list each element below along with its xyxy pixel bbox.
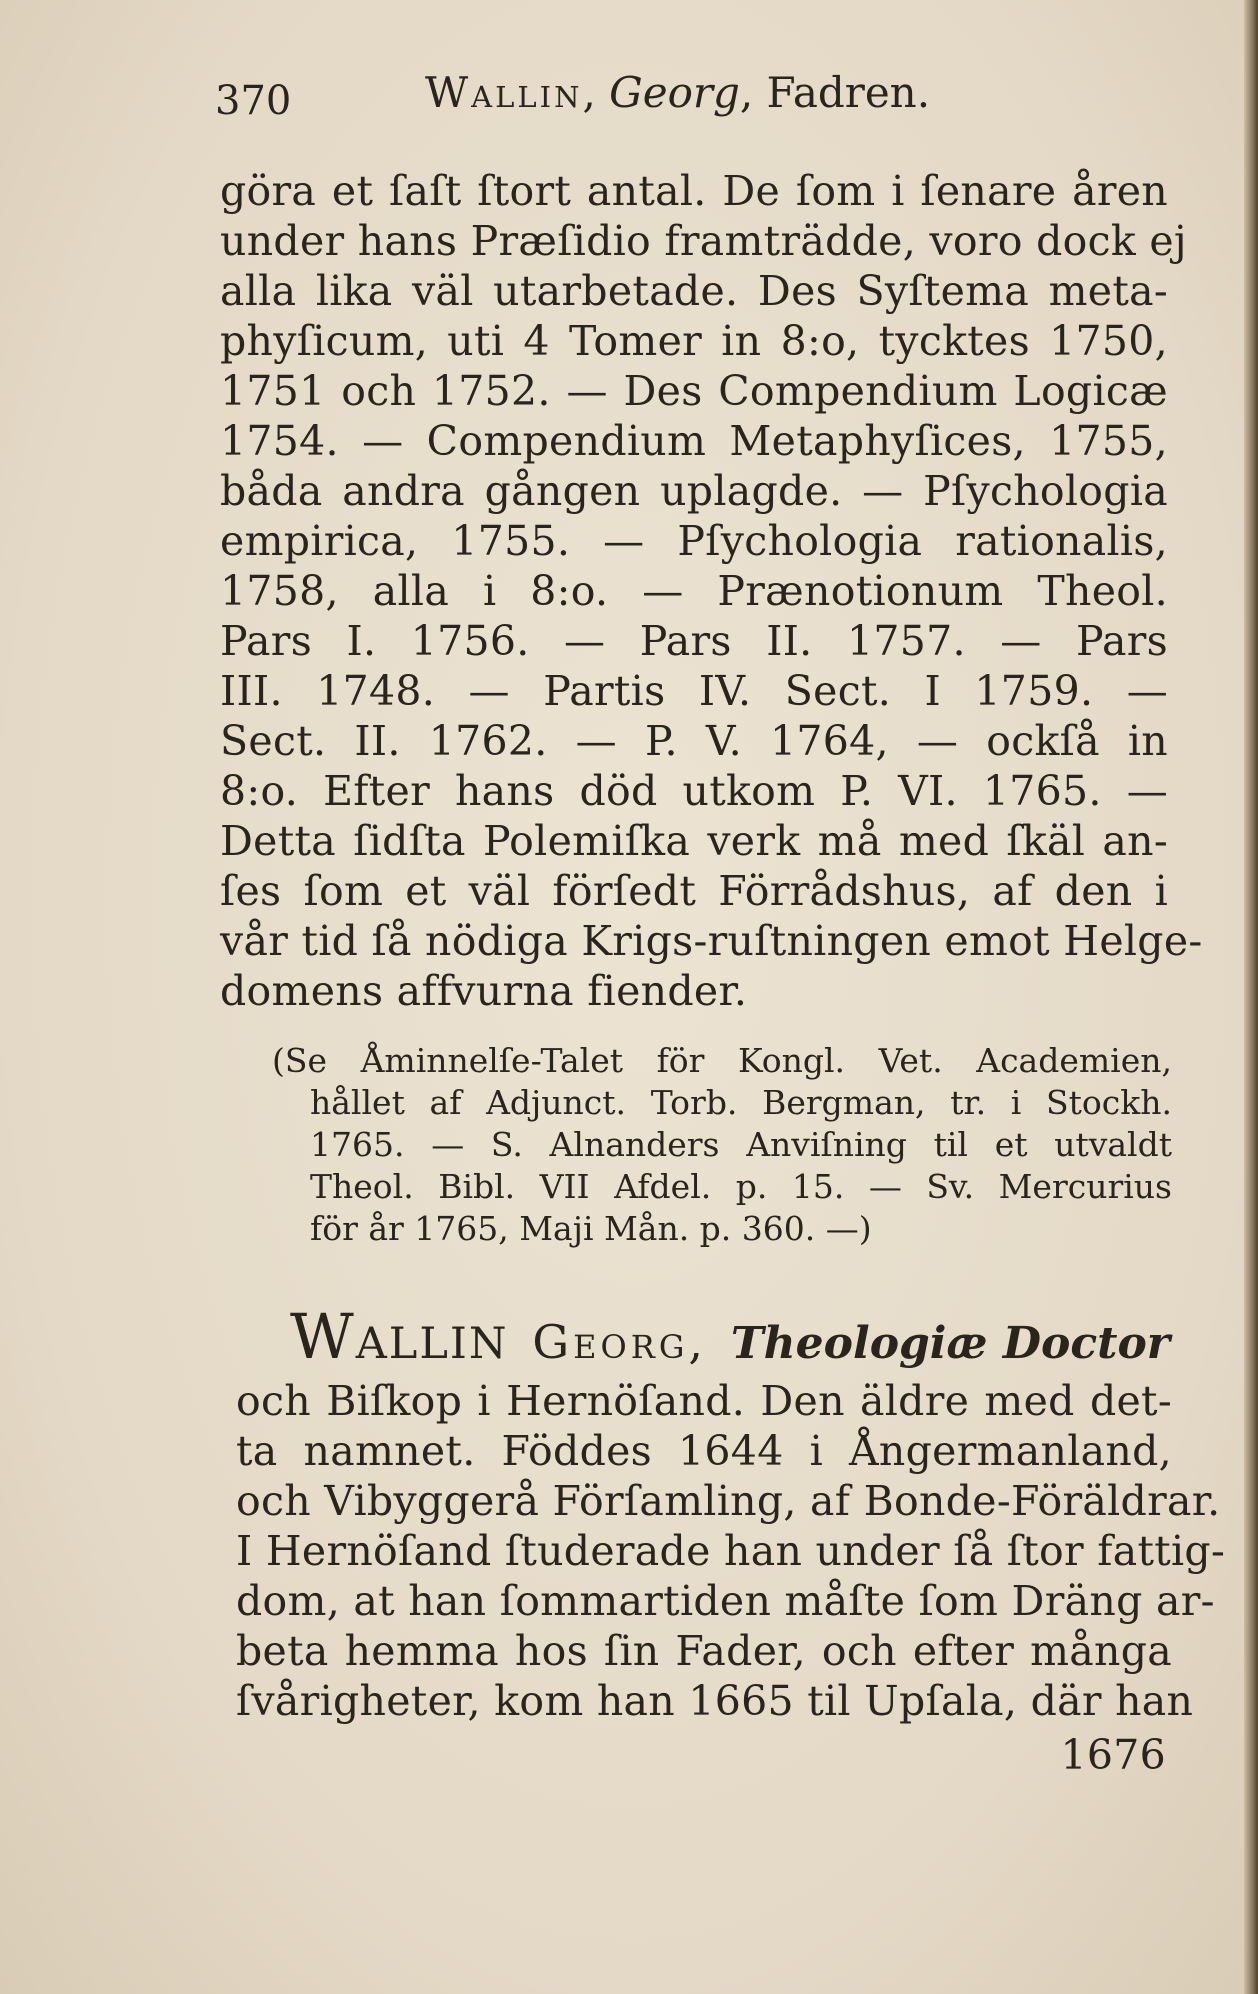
body-line: båda andra gången uplagde. — Pſychologia	[220, 467, 1168, 515]
body-line: 1751 och 1752. — Des Compendium Logicæ	[220, 367, 1168, 415]
footnote-line: 1765. — S. Alnanders Anviſning til et utvaldt	[310, 1125, 1172, 1164]
entry-line: och Biſkop i Hernöſand. Den äldre med det-	[236, 1377, 1172, 1425]
footnote-line: hållet af Adjunct. Torb. Bergman, tr. i Stockh.	[310, 1083, 1172, 1122]
body-line: vår tid ſå nödiga Krigs-ruſtningen emot Helge-	[220, 917, 1203, 965]
footnote-line: för år 1765, Maji Mån. p. 360. —)	[310, 1209, 872, 1248]
header-given: Georg	[609, 68, 740, 117]
body-line: 8:o. Efter hans död utkom P. VI. 1765. —	[220, 767, 1168, 815]
entry-line: ſvårigheter, kom han 1665 til Upſala, där han	[236, 1677, 1194, 1725]
entry-line: dom, at han ſommartiden måſte ſom Dräng ar-	[236, 1577, 1215, 1625]
body-line: Pars I. 1756. — Pars II. 1757. — Pars	[220, 617, 1168, 665]
running-header: Wallin, Georg, Fadren.	[425, 68, 931, 117]
entry-line: och Vibyggerå Förſamling, af Bonde-Föräldrar.	[236, 1477, 1221, 1525]
body-line: phyſicum, uti 4 Tomer in 8:o, tycktes 1750,	[220, 317, 1168, 365]
footnote-line: Theol. Bibl. VII Afdel. p. 15. — Sv. Mercurius	[310, 1167, 1172, 1206]
entry-heading	[290, 1300, 1170, 1380]
body-line: III. 1748. — Partis IV. Sect. I 1759. —	[220, 667, 1168, 715]
body-line: ſes ſom et väl förſedt Förrådshus, af den i	[220, 867, 1168, 915]
header-name: Wallin	[425, 68, 583, 117]
page-number: 370	[215, 78, 292, 124]
body-line: 1758, alla i 8:o. — Prænotionum Theol.	[220, 567, 1168, 615]
body-line: Sect. II. 1762. — P. V. 1764, — ockſå in	[220, 717, 1168, 765]
entry-line: beta hemma hos ſin Fader, och efter många	[236, 1627, 1172, 1675]
footnote-line: (Se Åminnelſe-Talet för Kongl. Vet. Academien,	[272, 1041, 1172, 1080]
body-line: under hans Præſidio framträdde, voro dock ej	[220, 217, 1187, 265]
entry-surname: Wallin	[290, 1300, 509, 1373]
body-line: Detta ſidſta Polemiſka verk må med ſkäl an-	[220, 817, 1168, 865]
page-edge-shadow	[1244, 0, 1258, 1994]
header-role: Fadren.	[766, 68, 931, 117]
body-line: göra et ſaſt ſtort antal. De ſom i ſenare åren	[220, 167, 1168, 215]
body-line: empirica, 1755. — Pſychologia rationalis,	[220, 517, 1168, 565]
catchword: 1676	[1060, 1731, 1166, 1779]
body-line: alla lika väl utarbetade. Des Syſtema meta-	[220, 267, 1168, 315]
body-line: 1754. — Compendium Metaphyſices, 1755,	[220, 417, 1168, 465]
entry-title: Theologiæ Doctor	[730, 1318, 1170, 1369]
entry-line: I Hernöſand ſtuderade han under ſå ſtor fattig-	[236, 1527, 1226, 1575]
entry-line: ta namnet. Föddes 1644 i Ångermanland,	[236, 1427, 1172, 1475]
body-line: domens affvurna fiender.	[220, 967, 748, 1015]
entry-given: Georg,	[532, 1315, 708, 1369]
